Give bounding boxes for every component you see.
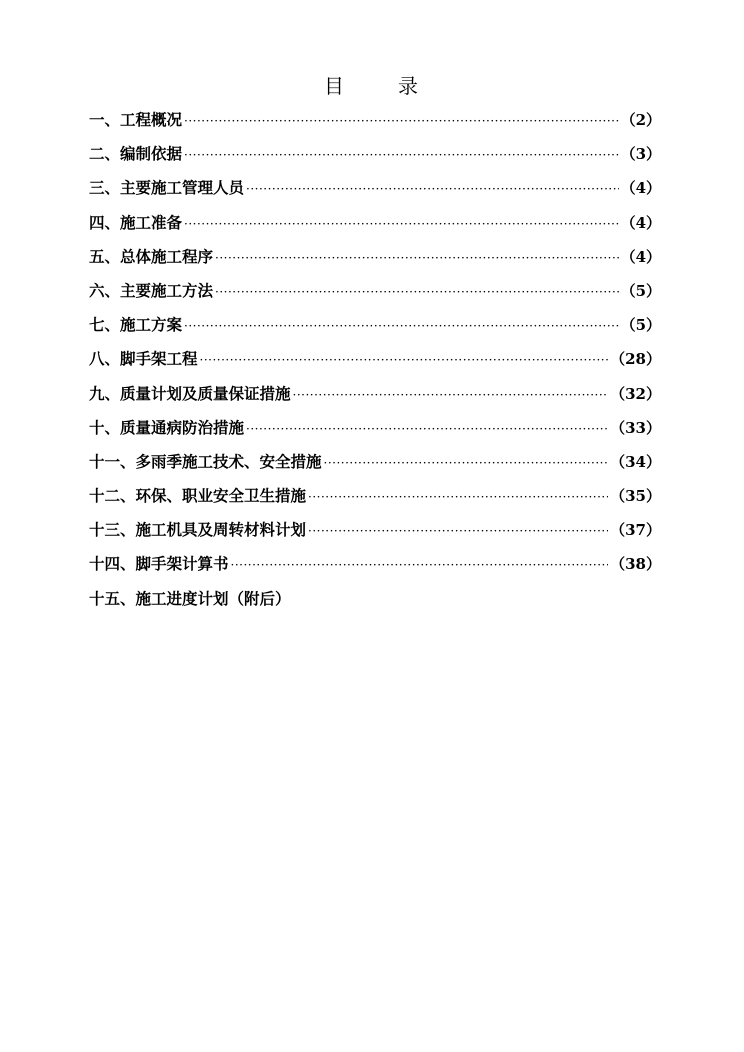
toc-title-char-1: 目 xyxy=(324,74,346,98)
toc-entry-page: （32） xyxy=(610,384,661,403)
toc-entry-page: （4） xyxy=(620,247,661,266)
toc-entry-label: 八、脚手架工程 xyxy=(89,350,198,369)
toc-entry[interactable] xyxy=(89,209,661,243)
toc-entry-page: （3） xyxy=(620,145,661,164)
toc-entry-label: 十、质量通病防治措施 xyxy=(89,418,245,437)
toc-leader-dots xyxy=(200,346,609,374)
toc-entry-page: （28） xyxy=(610,350,661,369)
toc-entry-label: 四、施工准备 xyxy=(89,213,183,232)
toc-entry[interactable] xyxy=(89,345,661,379)
toc-entry-label: 一、工程概况 xyxy=(89,111,183,129)
toc-entry[interactable] xyxy=(89,516,661,550)
toc-entry-label: 三、主要施工管理人员 xyxy=(89,179,245,198)
toc-entry-page: （33） xyxy=(610,418,661,437)
toc-entry[interactable] xyxy=(89,311,661,345)
toc-entry-label: 二、编制依据 xyxy=(89,145,183,164)
toc-leader-dots xyxy=(184,141,619,169)
toc-entry[interactable] xyxy=(89,380,661,414)
toc-entry-page: （35） xyxy=(610,487,661,506)
toc-leader-dots xyxy=(184,312,619,340)
toc-entry-page: （4） xyxy=(620,213,661,232)
toc-entry-page: （4） xyxy=(620,179,661,198)
toc-entry-label: 六、主要施工方法 xyxy=(89,281,214,300)
toc-list xyxy=(89,106,661,619)
toc-entry-label: 十一、多雨季施工技术、安全措施 xyxy=(89,452,322,471)
toc-leader-dots xyxy=(246,175,619,203)
toc-entry-label: 九、质量计划及质量保证措施 xyxy=(89,384,291,403)
toc-leader-dots xyxy=(308,483,608,511)
toc-leader-dots xyxy=(184,210,619,238)
toc-entry-page: （38） xyxy=(610,555,661,574)
toc-entry-page: （5） xyxy=(620,281,661,300)
toc-entry[interactable] xyxy=(89,174,661,208)
toc-entry-label: 七、施工方案 xyxy=(89,316,183,335)
toc-entry[interactable] xyxy=(89,448,661,482)
toc-entry-label: 五、总体施工程序 xyxy=(89,247,214,266)
toc-leader-dots xyxy=(324,449,609,477)
toc-entry-page: （34） xyxy=(610,452,661,471)
toc-entry-label: 十二、环保、职业安全卫生措施 xyxy=(89,487,307,506)
toc-entry[interactable] xyxy=(89,140,661,174)
toc-title xyxy=(0,70,744,99)
toc-entry-page: （5） xyxy=(620,316,661,335)
toc-entry-label: 十五、施工进度计划（附后） xyxy=(89,589,291,608)
toc-leader-dots xyxy=(184,107,619,135)
toc-entry[interactable] xyxy=(89,106,661,140)
toc-entry-label: 十四、脚手架计算书 xyxy=(89,555,229,574)
toc-entry[interactable] xyxy=(89,482,661,516)
toc-title-char-2: 录 xyxy=(398,74,420,98)
toc-leader-dots xyxy=(231,551,609,579)
toc-entry[interactable] xyxy=(89,277,661,311)
toc-leader-dots xyxy=(215,244,619,272)
toc-entry[interactable] xyxy=(89,585,661,619)
toc-leader-dots xyxy=(246,415,608,443)
toc-leader-dots xyxy=(308,517,608,545)
toc-leader-dots xyxy=(293,381,609,409)
toc-entry[interactable] xyxy=(89,550,661,584)
toc-leader-dots xyxy=(215,278,619,306)
toc-entry[interactable] xyxy=(89,414,661,448)
toc-entry[interactable] xyxy=(89,243,661,277)
toc-entry-page: （2） xyxy=(620,111,661,129)
toc-entry-page: （37） xyxy=(610,521,661,540)
toc-entry-label: 十三、施工机具及周转材料计划 xyxy=(89,521,307,540)
